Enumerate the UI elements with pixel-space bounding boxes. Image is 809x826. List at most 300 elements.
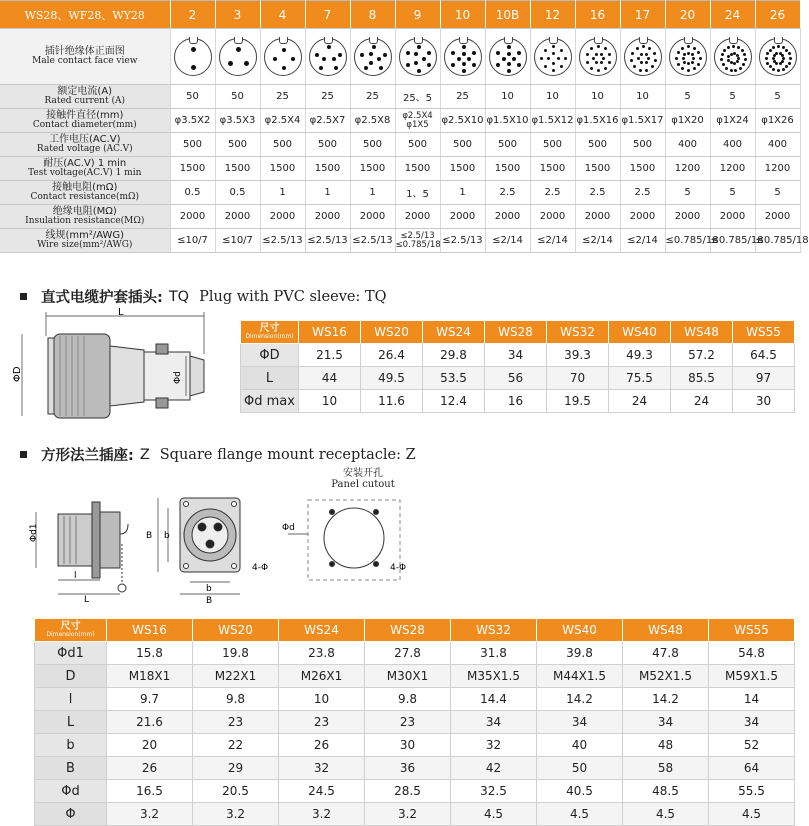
contact-pin-dot xyxy=(191,47,196,52)
dimension-row-label: D xyxy=(35,665,107,688)
spec-value-cell: 500 xyxy=(350,133,395,157)
dimension-value-cell: 34 xyxy=(709,711,795,734)
spec-value-cell: 2000 xyxy=(530,205,575,229)
spec-value-cell: 10 xyxy=(485,85,530,109)
spec-value-cell: 2.5 xyxy=(485,181,530,205)
contact-pin-dot xyxy=(586,53,589,56)
spec-row-label: 工作电压(AC.V) Rated voltage (AC.V) xyxy=(0,133,170,157)
spec-value-cell: ≤10/7 xyxy=(215,229,260,253)
contact-pin-dot xyxy=(732,45,735,48)
contact-pin-dot xyxy=(597,45,600,48)
contact-pin-dot xyxy=(236,47,241,52)
spec-row-label: 耐压(AC.V) 1 min Test voltage(AC.V) 1 min xyxy=(0,157,170,181)
pin-count-header: 26 xyxy=(755,1,800,29)
dim-D-label: ΦD xyxy=(12,366,23,382)
spec-value-cell: 1200 xyxy=(755,157,800,181)
dimension-value-cell: M44X1.5 xyxy=(537,665,623,688)
contact-pin-dot xyxy=(383,53,387,57)
spec-value-cell: 5 xyxy=(755,85,800,109)
contact-pin-dot xyxy=(742,63,745,66)
spec-value-cell: 2000 xyxy=(575,205,620,229)
contact-pin-dot xyxy=(597,69,600,72)
spec-value-cell: φ1X24 xyxy=(710,109,755,133)
contact-pin-dot xyxy=(462,62,466,66)
contact-pin-dot xyxy=(736,60,739,63)
contact-pin-dot xyxy=(552,52,555,55)
contact-pin-dot xyxy=(727,55,730,58)
spec-value-cell: 500 xyxy=(440,133,485,157)
contact-pin-dot xyxy=(727,46,730,49)
flange-dimension-table xyxy=(34,618,795,826)
contact-pin-dot xyxy=(651,65,654,68)
model-header: WS55 xyxy=(733,321,795,344)
dimension-value-cell: 19.8 xyxy=(193,642,279,665)
contact-pin-dot xyxy=(338,53,342,57)
dimension-value-cell: M30X1 xyxy=(365,665,451,688)
contact-pin-dot xyxy=(379,66,383,70)
spec-value-cell: ≤0.785/18 xyxy=(710,229,755,253)
series-label: WS28、WF28、WY28 xyxy=(0,1,170,29)
spec-value-cell: 500 xyxy=(395,133,440,157)
dimension-value-cell: 31.8 xyxy=(451,642,537,665)
contact-pin-dot xyxy=(743,53,746,56)
contact-pin-dot xyxy=(502,57,506,61)
spec-value-cell: 500 xyxy=(620,133,665,157)
contact-pin-dot xyxy=(544,49,547,52)
dimension-value-cell: 9.8 xyxy=(365,688,451,711)
contact-pin-dot xyxy=(457,57,461,61)
flange-drawing xyxy=(18,494,418,604)
model-header: WS16 xyxy=(107,619,193,642)
dimension-value-cell: 26 xyxy=(279,734,365,757)
dimension-value-cell: 97 xyxy=(733,367,795,390)
contact-pin-dot xyxy=(733,62,736,65)
dimension-value-cell: 4.5 xyxy=(623,803,709,826)
dimension-value-cell: 42 xyxy=(451,757,537,780)
dimension-value-cell: 19.5 xyxy=(547,390,609,413)
dimension-value-cell: 12.4 xyxy=(423,390,485,413)
spec-value-cell: 2000 xyxy=(215,205,260,229)
spec-table xyxy=(0,0,809,253)
contact-pin-dot xyxy=(600,61,603,64)
dimension-value-cell: 3.2 xyxy=(365,803,451,826)
face-view-label: 插针绝缘体正面图 Male contact face view xyxy=(0,29,170,85)
dimension-row-label: B xyxy=(35,757,107,780)
contact-pin-dot xyxy=(730,69,733,72)
contact-pin-dot xyxy=(687,62,690,65)
dimension-value-cell: 70 xyxy=(547,367,609,390)
contact-face-icon xyxy=(264,38,302,76)
spec-value-cell: ≤2/14 xyxy=(620,229,665,253)
contact-pin-dot xyxy=(675,57,678,60)
contact-pin-dot xyxy=(692,57,695,60)
model-header: WS28 xyxy=(485,321,547,344)
spec-value-cell: 2000 xyxy=(620,205,665,229)
model-header: WS40 xyxy=(537,619,623,642)
contact-pin-dot xyxy=(779,62,782,65)
contact-pin-dot xyxy=(645,69,648,72)
dimension-value-cell: 30 xyxy=(733,390,795,413)
pin-count-header: 3 xyxy=(215,1,260,29)
contact-pin-dot xyxy=(608,53,611,56)
contact-pin-dot xyxy=(772,46,775,49)
spec-value-cell: ≤2/14 xyxy=(485,229,530,253)
dimension-value-cell: 15.8 xyxy=(107,642,193,665)
pin-count-header: 8 xyxy=(350,1,395,29)
contact-pin-dot xyxy=(691,53,694,56)
contact-pin-dot xyxy=(600,53,603,56)
spec-value-cell: 25 xyxy=(305,85,350,109)
contact-pin-dot xyxy=(639,69,642,72)
contact-pin-dot xyxy=(451,63,455,67)
contact-pin-dot xyxy=(244,61,249,66)
dimension-value-cell: 34 xyxy=(537,711,623,734)
plug-title-code: TQ xyxy=(168,288,190,305)
spec-row-label: 绝缘电阻(MΩ) Insulation resistance(MΩ) xyxy=(0,205,170,229)
spec-value-cell: 5 xyxy=(710,85,755,109)
spec-value-cell: 5 xyxy=(710,181,755,205)
dim-b-label: b xyxy=(164,531,170,541)
spec-value-cell: 2000 xyxy=(395,205,440,229)
contact-pin-dot xyxy=(633,65,636,68)
spec-value-cell: 1500 xyxy=(170,157,215,181)
contact-pin-dot xyxy=(372,45,376,49)
dimension-value-cell: 40 xyxy=(537,734,623,757)
contact-pin-dot xyxy=(472,63,476,67)
spec-value-cell: φ1.5X16 xyxy=(575,109,620,133)
face-view-cell xyxy=(170,29,215,85)
spec-value-cell: 2000 xyxy=(170,205,215,229)
contact-pin-dot xyxy=(637,57,640,60)
contact-pin-dot xyxy=(564,57,567,60)
pin-count-header: 20 xyxy=(665,1,710,29)
contact-pin-dot xyxy=(736,54,739,57)
dimension-value-cell: 20 xyxy=(107,734,193,757)
model-header: WS32 xyxy=(547,321,609,344)
dimension-value-cell: 9.7 xyxy=(107,688,193,711)
pin-count-header: 17 xyxy=(620,1,665,29)
dimension-value-cell: 24 xyxy=(671,390,733,413)
dimension-row-label: L xyxy=(35,711,107,734)
contact-pin-dot xyxy=(540,57,543,60)
spec-value-cell: 1500 xyxy=(260,157,305,181)
contact-pin-dot xyxy=(785,65,788,68)
contact-pin-dot xyxy=(496,63,500,67)
dimension-value-cell: 22 xyxy=(193,734,279,757)
dimension-value-cell: 49.5 xyxy=(361,367,423,390)
dimension-value-cell: 14.4 xyxy=(451,688,537,711)
spec-value-cell: ≤10/7 xyxy=(170,229,215,253)
contact-pin-dot xyxy=(512,57,516,61)
spec-value-cell: 2000 xyxy=(755,205,800,229)
dimension-row-label: Φd xyxy=(35,780,107,803)
contact-pin-dot xyxy=(693,47,696,50)
spec-value-cell: φ3.5X3 xyxy=(215,109,260,133)
contact-pin-dot xyxy=(604,67,607,70)
contact-pin-dot xyxy=(273,57,277,61)
contact-pin-dot xyxy=(364,66,368,70)
spec-value-cell: 5 xyxy=(755,181,800,205)
plug-section-title xyxy=(20,286,387,307)
dimension-value-cell: 26.4 xyxy=(361,344,423,367)
dimension-value-cell: 4.5 xyxy=(451,803,537,826)
contact-pin-dot xyxy=(769,65,772,68)
contact-pin-dot xyxy=(462,69,466,73)
spec-value-cell: 1 xyxy=(260,181,305,205)
contact-pin-dot xyxy=(369,52,373,56)
contact-face-icon xyxy=(309,38,347,76)
dimension-value-cell: 26 xyxy=(107,757,193,780)
cutout-holes-label: 4-Φ xyxy=(390,563,407,573)
dim-L-label: L xyxy=(84,595,90,605)
dim-l-label: l xyxy=(74,571,77,581)
contact-pin-dot xyxy=(777,45,780,48)
contact-pin-dot xyxy=(697,51,700,54)
contact-pin-dot xyxy=(327,45,331,49)
contact-pin-dot xyxy=(653,52,656,55)
spec-value-cell: 10 xyxy=(575,85,620,109)
spec-value-cell: 500 xyxy=(575,133,620,157)
contact-pin-dot xyxy=(645,61,648,64)
contact-pin-dot xyxy=(631,52,634,55)
flange-title-code: Z xyxy=(139,446,150,463)
flange-title-en: Square flange mount receptacle: Z xyxy=(159,446,416,463)
dim-L-label: L xyxy=(118,307,124,318)
contact-pin-dot xyxy=(552,62,555,65)
contact-pin-dot xyxy=(687,52,690,55)
spec-value-cell: 2000 xyxy=(350,205,395,229)
spec-value-cell: ≤0.785/18 xyxy=(665,229,710,253)
contact-pin-dot xyxy=(560,49,563,52)
spec-value-cell: ≤2.5/13 xyxy=(305,229,350,253)
dimension-value-cell: M59X1.5 xyxy=(709,665,795,688)
model-header: WS40 xyxy=(609,321,671,344)
spec-value-cell: φ2.5X4 xyxy=(260,109,305,133)
spec-value-cell: 500 xyxy=(485,133,530,157)
spec-value-cell: 400 xyxy=(665,133,710,157)
contact-pin-dot xyxy=(595,53,598,56)
contact-pin-dot xyxy=(734,69,737,72)
contact-pin-dot xyxy=(725,67,728,70)
contact-pin-dot xyxy=(681,67,684,70)
spec-value-cell: φ1X26 xyxy=(755,109,800,133)
spec-value-cell: 400 xyxy=(755,133,800,157)
model-header: WS32 xyxy=(451,619,537,642)
contact-pin-dot xyxy=(677,51,680,54)
contact-pin-dot xyxy=(406,63,410,67)
spec-value-cell: 500 xyxy=(215,133,260,157)
dimension-value-cell: 30 xyxy=(365,734,451,757)
spec-value-cell: φ1X20 xyxy=(665,109,710,133)
contact-pin-dot xyxy=(723,49,726,52)
face-view-cell xyxy=(350,29,395,85)
contact-pin-dot xyxy=(769,49,772,52)
contact-pin-dot xyxy=(739,67,742,70)
spec-value-cell: 1500 xyxy=(620,157,665,181)
spec-value-cell: 25 xyxy=(440,85,485,109)
spec-value-cell: 500 xyxy=(530,133,575,157)
dimension-value-cell: 28.5 xyxy=(365,780,451,803)
contact-pin-dot xyxy=(737,46,740,49)
contact-pin-dot xyxy=(322,57,326,61)
dimension-value-cell: 29 xyxy=(193,757,279,780)
contact-pin-dot xyxy=(507,52,511,56)
cutout-zh: 安装开孔 xyxy=(343,468,383,479)
contact-pin-dot xyxy=(544,65,547,68)
contact-pin-dot xyxy=(636,47,639,50)
spec-value-cell: 2.5 xyxy=(575,181,620,205)
contact-pin-dot xyxy=(507,62,511,66)
spec-value-cell: ≤2/14 xyxy=(530,229,575,253)
spec-value-cell: 5 xyxy=(665,85,710,109)
contact-pin-dot xyxy=(552,69,555,72)
contact-pin-dot xyxy=(547,57,550,60)
dimension-row-label: b xyxy=(35,734,107,757)
dimension-value-cell: 9.8 xyxy=(193,688,279,711)
dimension-value-cell: 4.5 xyxy=(537,803,623,826)
dimension-value-cell: 44 xyxy=(299,367,361,390)
contact-pin-dot xyxy=(608,61,611,64)
contact-pin-dot xyxy=(693,67,696,70)
face-view-cell xyxy=(575,29,620,85)
face-view-cell xyxy=(530,29,575,85)
dimension-value-cell: 24 xyxy=(609,390,671,413)
contact-pin-dot xyxy=(517,51,521,55)
dimension-value-cell: 57.2 xyxy=(671,344,733,367)
pin-count-header: 4 xyxy=(260,1,305,29)
contact-pin-dot xyxy=(451,51,455,55)
dimension-value-cell: 34 xyxy=(485,344,547,367)
contact-pin-dot xyxy=(730,61,733,64)
dimension-value-cell: 49.3 xyxy=(609,344,671,367)
spec-row-label: 额定电流(A) Rated current (A) xyxy=(0,85,170,109)
pin-count-header: 24 xyxy=(710,1,755,29)
contact-pin-dot xyxy=(773,60,776,63)
spec-value-cell: 2.5 xyxy=(530,181,575,205)
contact-pin-dot xyxy=(785,49,788,52)
spec-value-cell: 50 xyxy=(170,85,215,109)
spec-value-cell: 500 xyxy=(170,133,215,157)
contact-face-icon xyxy=(669,38,707,76)
spec-row-label: 接触电阻(mΩ) Contact resistance(mΩ) xyxy=(0,181,170,205)
dimension-value-cell: 50 xyxy=(537,757,623,780)
dim-B-label: B xyxy=(146,531,153,541)
dimension-value-cell: 3.2 xyxy=(193,803,279,826)
dimension-value-cell: 21.6 xyxy=(107,711,193,734)
spec-value-cell: 2000 xyxy=(440,205,485,229)
bullet-square-icon xyxy=(20,293,27,300)
face-view-cell xyxy=(215,29,260,85)
contact-pin-dot xyxy=(677,63,680,66)
contact-pin-dot xyxy=(472,51,476,55)
dim-B-bottom-label: B xyxy=(206,596,213,606)
dimension-value-cell: 32.5 xyxy=(451,780,537,803)
contact-face-icon xyxy=(579,38,617,76)
contact-face-icon xyxy=(624,38,662,76)
spec-value-cell: φ2.5X7 xyxy=(305,109,350,133)
face-view-cell xyxy=(710,29,755,85)
dimension-value-cell: M22X1 xyxy=(193,665,279,688)
contact-pin-dot xyxy=(681,47,684,50)
dimension-value-cell: 36 xyxy=(365,757,451,780)
contact-pin-dot xyxy=(640,61,643,64)
dimension-value-cell: 85.5 xyxy=(671,367,733,390)
contact-pin-dot xyxy=(720,58,723,61)
contact-pin-dot xyxy=(282,66,286,70)
face-view-cell xyxy=(395,29,440,85)
dimension-value-cell: 47.8 xyxy=(623,642,709,665)
spec-value-cell: 1200 xyxy=(710,157,755,181)
bullet-square-icon xyxy=(20,451,27,458)
dimension-value-cell: M35X1.5 xyxy=(451,665,537,688)
contact-pin-dot xyxy=(427,63,431,67)
pin-count-header: 12 xyxy=(530,1,575,29)
model-header: WS20 xyxy=(193,619,279,642)
contact-pin-dot xyxy=(602,57,605,60)
dimension-value-cell: 56 xyxy=(485,367,547,390)
contact-pin-dot xyxy=(789,57,792,60)
contact-pin-dot xyxy=(782,68,785,71)
contact-pin-dot xyxy=(765,57,768,60)
dimension-value-cell: 3.2 xyxy=(107,803,193,826)
spec-value-cell: 10 xyxy=(620,85,665,109)
contact-pin-dot xyxy=(687,69,690,72)
face-view-cell xyxy=(665,29,710,85)
spec-value-cell: 1500 xyxy=(350,157,395,181)
contact-pin-dot xyxy=(788,62,791,65)
plug-title-zh: 直式电缆护套插头: xyxy=(41,290,163,306)
contact-pin-dot xyxy=(648,47,651,50)
contact-pin-dot xyxy=(427,51,431,55)
dimension-value-cell: M26X1 xyxy=(279,665,365,688)
dimension-row-label: L xyxy=(241,367,299,390)
spec-value-cell: 1、5 xyxy=(395,181,440,205)
dimension-value-cell: 24.5 xyxy=(279,780,365,803)
spec-value-cell: 2000 xyxy=(710,205,755,229)
contact-pin-dot xyxy=(782,46,785,49)
dimension-value-cell: 34 xyxy=(451,711,537,734)
contact-face-icon xyxy=(534,38,572,76)
contact-pin-dot xyxy=(772,68,775,71)
plug-drawing xyxy=(14,306,236,418)
spec-value-cell: 1500 xyxy=(305,157,350,181)
spec-value-cell: φ1.5X10 xyxy=(485,109,530,133)
dimension-header-cell: 尺寸 Dimension(mm) xyxy=(35,619,107,642)
contact-face-icon xyxy=(354,38,392,76)
spec-value-cell: 2000 xyxy=(260,205,305,229)
contact-pin-dot xyxy=(687,45,690,48)
spec-value-cell: 2.5 xyxy=(620,181,665,205)
spec-value-cell: 5 xyxy=(665,181,710,205)
spec-value-cell: 50 xyxy=(215,85,260,109)
spec-value-cell: 1200 xyxy=(665,157,710,181)
spec-value-cell: 0.5 xyxy=(215,181,260,205)
contact-pin-dot xyxy=(369,61,373,65)
spec-value-cell: 25 xyxy=(350,85,395,109)
contact-pin-dot xyxy=(592,57,595,60)
model-header: WS16 xyxy=(299,321,361,344)
contact-pin-dot xyxy=(377,57,381,61)
contact-pin-dot xyxy=(647,57,650,60)
contact-pin-dot xyxy=(604,47,607,50)
spec-value-cell: 1500 xyxy=(575,157,620,181)
dimension-value-cell: 16.5 xyxy=(107,780,193,803)
contact-pin-dot xyxy=(595,61,598,64)
contact-pin-dot xyxy=(699,57,702,60)
dimension-value-cell: 23.8 xyxy=(279,642,365,665)
dimension-row-label: l xyxy=(35,688,107,711)
contact-pin-dot xyxy=(406,51,410,55)
